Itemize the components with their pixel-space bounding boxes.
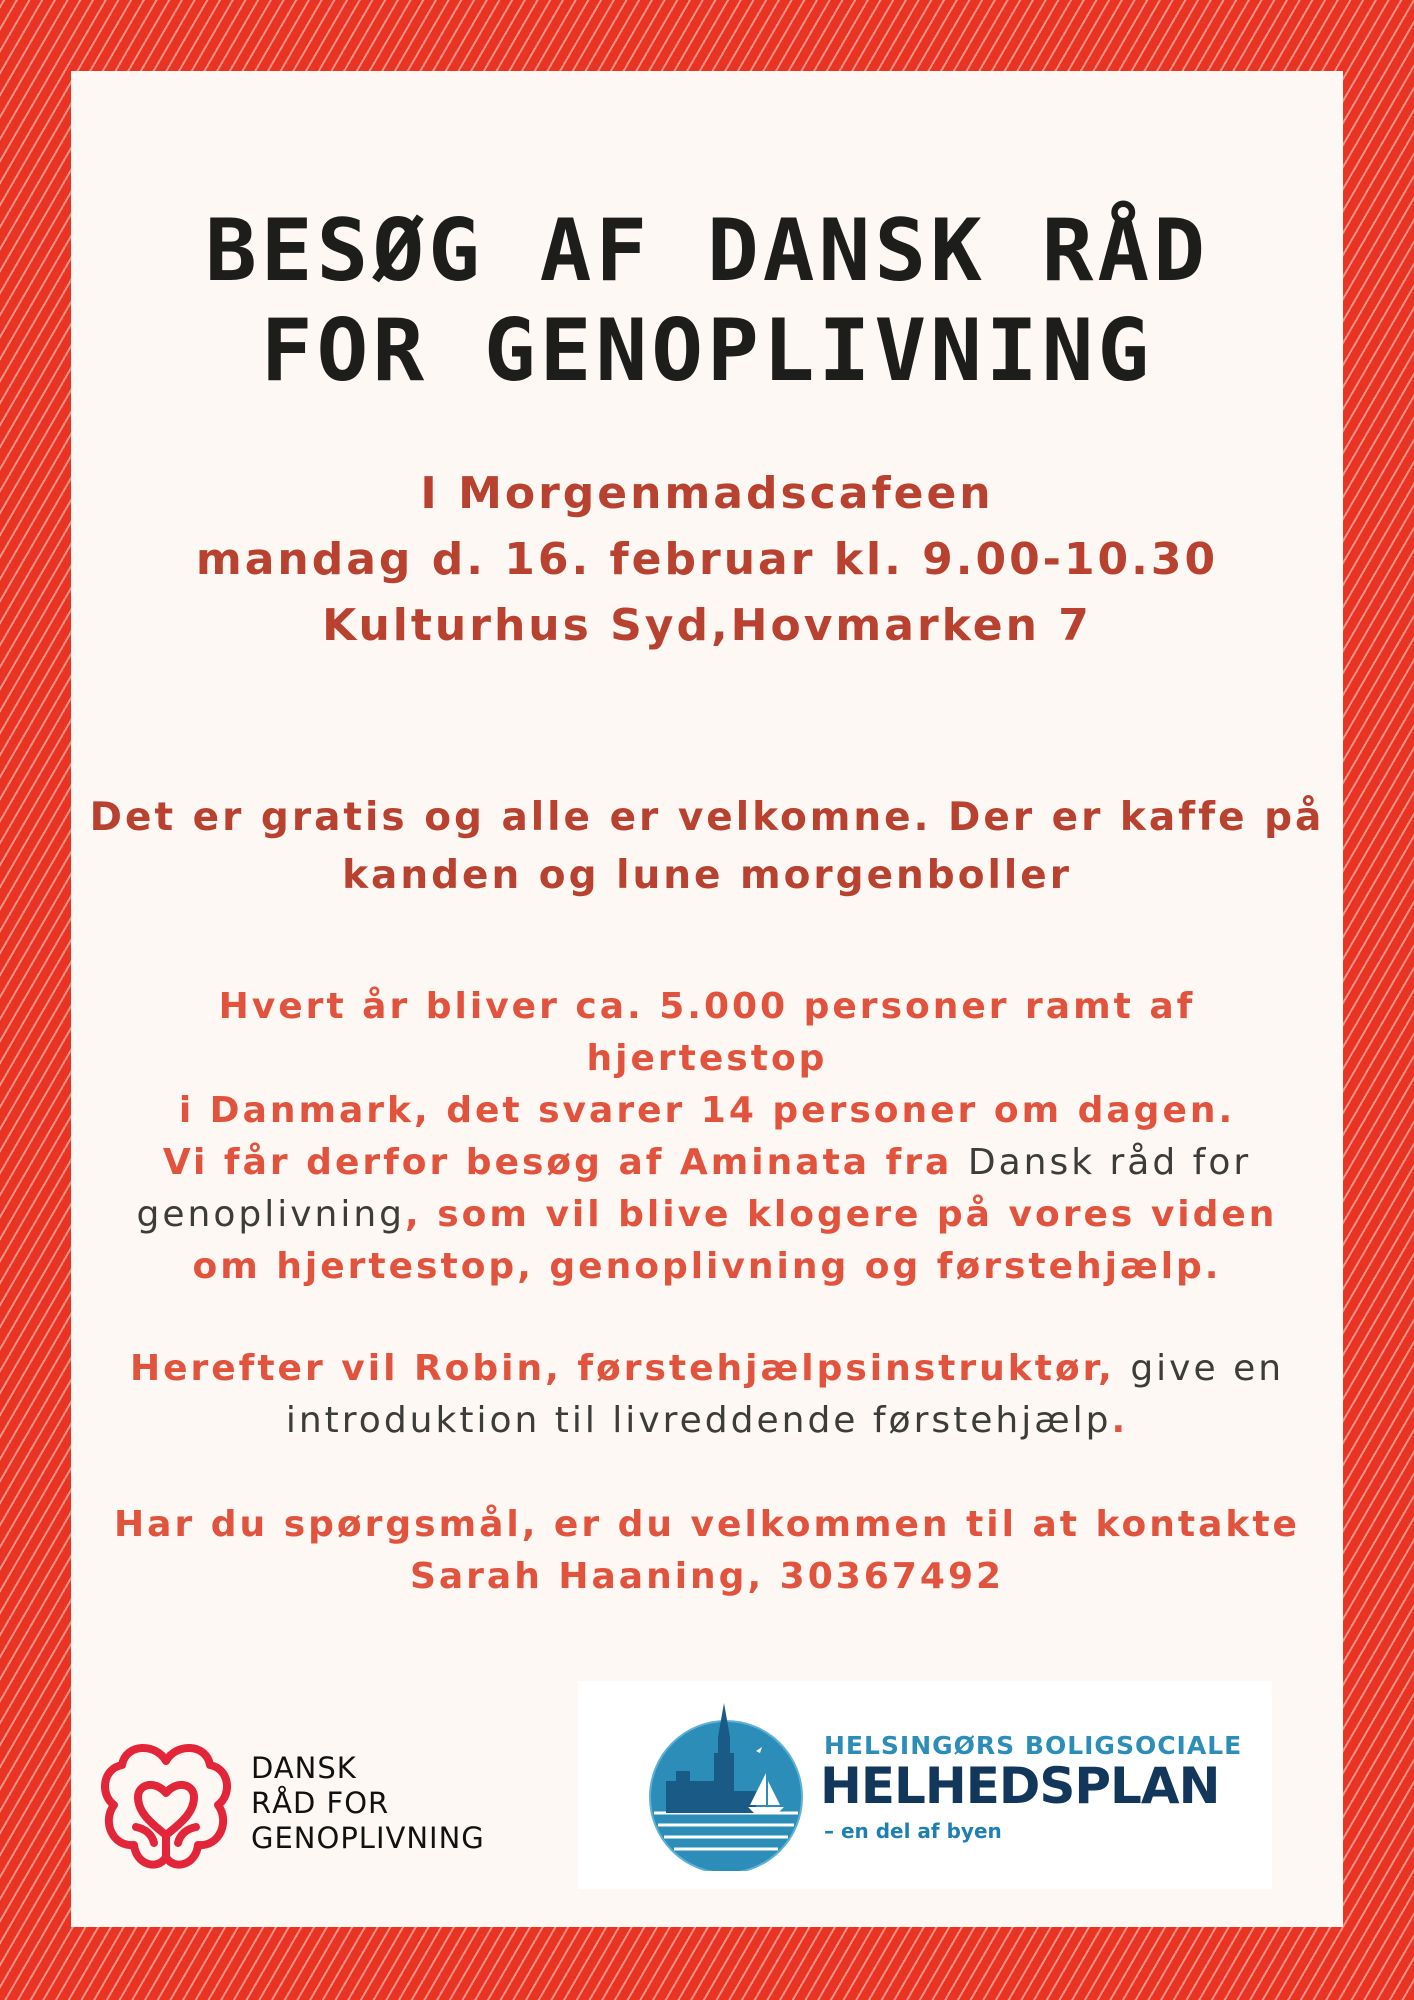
helhedsplan-logo	[578, 1681, 1272, 1889]
poster-card	[71, 71, 1343, 1927]
helhedsplan-line-3: – en del af byen	[824, 1819, 1002, 1843]
visitor-line-1	[91, 1137, 1323, 1189]
free-line-2: kanden og lune morgenboller	[342, 853, 1072, 898]
helhedsplan-line-2: HELHEDSPLAN	[820, 1757, 1220, 1815]
free-line-1: Det er gratis og alle er velkomne. Der er kaffe på	[89, 795, 1325, 840]
logo-left-line-3: GENOPLIVNING	[251, 1821, 485, 1855]
instructor-line-1	[91, 1343, 1323, 1395]
statistics-line-1: Hvert år bliver ca. 5.000 personer ramt af hjertestop	[218, 986, 1196, 1079]
dansk-raad-logo-text	[251, 1751, 485, 1856]
event-place: I Morgenmadscafeen	[420, 468, 994, 519]
instructor-paragraph	[91, 1343, 1323, 1447]
visitor-text-c: genoplivning	[136, 1194, 406, 1235]
lighthouse-emblem-icon	[646, 1701, 806, 1871]
brain-heart-icon	[96, 1731, 236, 1891]
visitor-paragraph	[91, 1137, 1323, 1293]
visitor-line-3: om hjertestop, genoplivning og førstehjælp.	[192, 1246, 1222, 1287]
visitor-text-a: Vi får derfor besøg af Aminata fra	[162, 1142, 968, 1183]
instructor-text-b: give en	[1130, 1348, 1285, 1389]
logo-left-line-1: DANSK	[251, 1751, 357, 1785]
visitor-line-2	[91, 1189, 1323, 1241]
instructor-text-d: .	[1111, 1400, 1129, 1441]
title-line-2: FOR GENOPLIVNING	[260, 301, 1154, 401]
contact-line-2: Sarah Haaning, 30367492	[409, 1556, 1005, 1597]
contact-line-1: Har du spørgsmål, er du velkommen til at kontakte	[114, 1504, 1300, 1545]
visitor-text-b: Dansk råd for	[967, 1142, 1252, 1183]
instructor-text-a: Herefter vil Robin, førstehjælpsinstruktør,	[129, 1348, 1131, 1389]
dansk-raad-logo	[96, 1731, 566, 1891]
statistics-line-2: i Danmark, det svarer 14 personer om dagen.	[178, 1090, 1236, 1131]
title-line-1: BESØG AF DANSK RÅD	[205, 201, 1209, 301]
event-details	[71, 461, 1343, 659]
poster-title	[71, 201, 1343, 401]
helhedsplan-line-1: HELSINGØRS BOLIGSOCIALE	[824, 1731, 1243, 1760]
instructor-text-c: introduktion til livreddende førstehjælp	[285, 1400, 1112, 1441]
event-date: mandag d. 16. februar kl. 9.00-10.30	[195, 534, 1219, 585]
logo-left-line-2: RÅD FOR	[251, 1786, 390, 1820]
visitor-text-d: , som vil blive klogere på vores viden	[405, 1194, 1278, 1235]
event-address: Kulturhus Syd,Hovmarken 7	[322, 600, 1092, 651]
free-notice	[71, 789, 1343, 905]
contact-paragraph	[91, 1499, 1323, 1603]
instructor-line-2	[91, 1395, 1323, 1447]
statistics-paragraph	[91, 981, 1323, 1137]
